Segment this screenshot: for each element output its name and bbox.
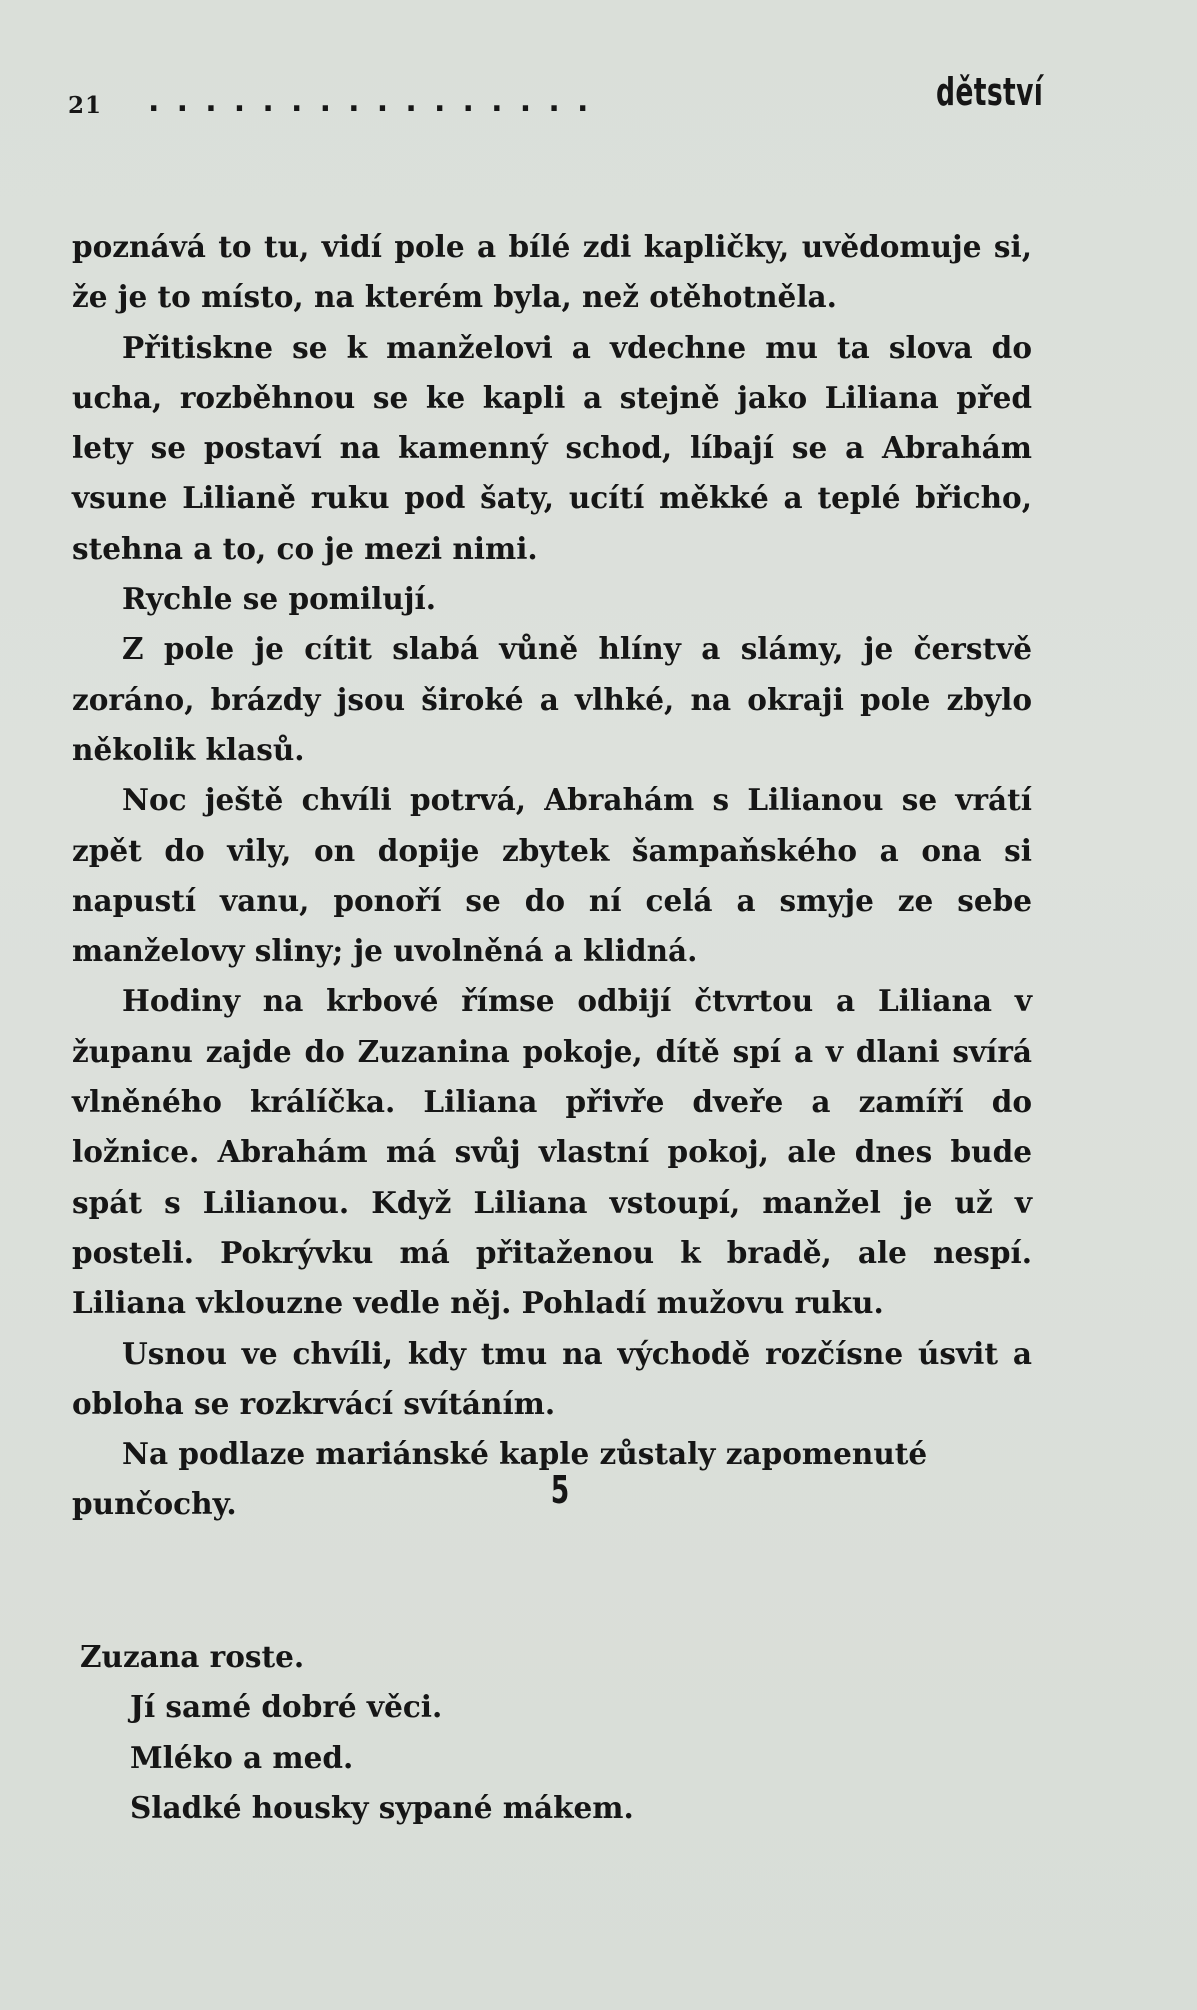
section-title: dětství: [936, 70, 1044, 114]
chapter-line: Sladké housky sypané mákem.: [130, 1789, 634, 1825]
paragraph: Přitiskne se k manželovi a vdechne mu ta slova do ucha, rozběhnou se ke kapli a stejně jako Liliana před lety se postaví na kamenný schod, líbají se a Abrahám vsune Lilianě ruku pod šaty, ucítí měkké a teplé břicho, stehna a to, co je mezi nimi.: [72, 329, 1032, 566]
paragraph: Na podlaze mariánské kaple zůstaly zapomenuté punčochy.: [72, 1436, 928, 1522]
chapter-line: Mléko a med.: [130, 1739, 354, 1775]
chapter-line: Jí samé dobré věci.: [130, 1689, 443, 1725]
chapter-number: 5: [550, 1468, 570, 1512]
chapter-text: [80, 1632, 980, 1833]
paragraph: Hodiny na krbové římse odbijí čtvrtou a Liliana v županu zajde do Zuzanina pokoje, dítě spí a v dlani svírá vlněného králíčka. Liliana přivře dveře a zamíří do ložnice. Abrahám má svůj vlastní pokoj, ale dnes bude spát s Lilianou. Když Liliana vstoupí, manžel je už v posteli. Pokrývku má přitaženou k bradě, ale nespí. Liliana vklouzne vedle něj. Pohladí mužovu ruku.: [72, 983, 1032, 1321]
paragraph: poznává to tu, vidí pole a bílé zdi kapličky, uvědomuje si, že je to místo, na kterém byla, než otěhotněla.: [72, 229, 1032, 315]
body-text: [72, 222, 1032, 1530]
page-number: 21: [68, 92, 103, 119]
paragraph: Noc ještě chvíli potrvá, Abrahám s Lilianou se vrátí zpět do vily, on dopije zbytek šampaňského a ona si napustí vanu, ponoří se do ní celá a smyje ze sebe manželovy sliny; je uvolněná a klidná.: [72, 782, 1032, 969]
paragraph: Rychle se pomilují.: [122, 581, 436, 617]
chapter-line: Zuzana roste.: [80, 1639, 305, 1674]
dot-leader: ................: [148, 84, 606, 119]
paragraph: Z pole je cítit slabá vůně hlíny a slámy, je čerstvě zoráno, brázdy jsou široké a vlhké, na okraji pole zbylo několik klasů.: [72, 631, 1032, 767]
paragraph: Usnou ve chvíli, kdy tmu na východě rozčísne úsvit a obloha se rozkrvácí svítáním.: [72, 1335, 1032, 1421]
running-header: [68, 70, 1044, 128]
